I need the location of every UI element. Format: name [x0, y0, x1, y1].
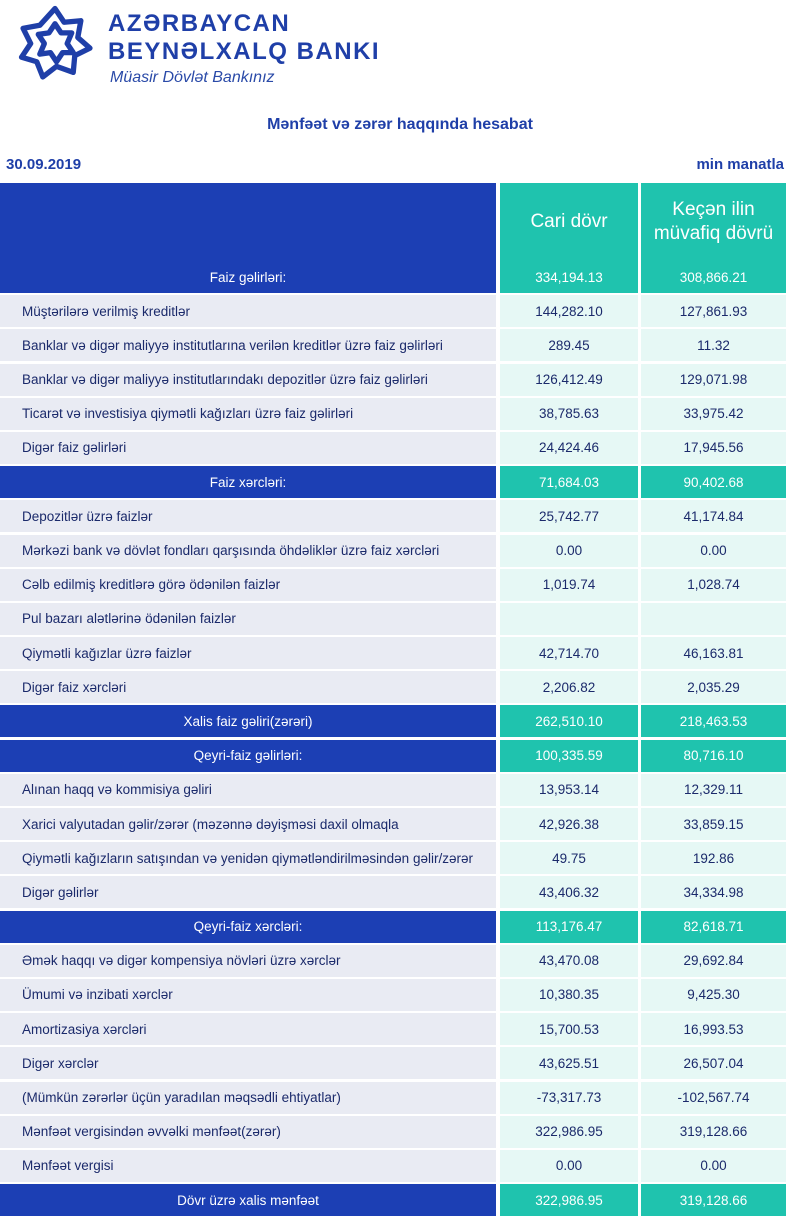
table-row: [0, 671, 786, 705]
header-current-label: Cari dövr: [530, 211, 608, 232]
row-previous-value: 319,128.66: [641, 1184, 786, 1216]
row-current-value: 25,742.77: [500, 500, 638, 532]
row-previous-value: 80,716.10: [641, 740, 786, 772]
header-current-period: [500, 183, 638, 261]
table-section-row: [0, 911, 786, 945]
row-previous-value: 11.32: [641, 329, 786, 361]
row-label: Mərkəzi bank və dövlət fondları qarşısında öhdəliklər üzrə faiz xərcləri: [0, 535, 496, 567]
row-label: Dövr üzrə xalis mənfəət: [0, 1184, 496, 1216]
row-current-value: 0.00: [500, 1150, 638, 1182]
row-previous-value: 33,859.15: [641, 808, 786, 840]
row-current-value: 126,412.49: [500, 364, 638, 396]
row-current-value: 43,625.51: [500, 1047, 638, 1079]
table-header-row: [0, 183, 786, 261]
row-current-value: 15,700.53: [500, 1013, 638, 1045]
table-row: [0, 945, 786, 979]
row-previous-value: 26,507.04: [641, 1047, 786, 1079]
table-section-row: [0, 466, 786, 500]
table-row: [0, 432, 786, 466]
row-current-value: 322,986.95: [500, 1184, 638, 1216]
row-previous-value: 127,861.93: [641, 295, 786, 327]
row-previous-value: 34,334.98: [641, 876, 786, 908]
row-current-value: 2,206.82: [500, 671, 638, 703]
header-previous-label-line2: müvafiq dövrü: [653, 223, 774, 244]
row-current-value: 289.45: [500, 329, 638, 361]
table-row: [0, 569, 786, 603]
row-label: Faiz gəlirləri:: [0, 261, 496, 293]
row-previous-value: 0.00: [641, 1150, 786, 1182]
table-section-row: [0, 1184, 786, 1218]
row-current-value: 0.00: [500, 535, 638, 567]
row-current-value: 113,176.47: [500, 911, 638, 943]
row-previous-value: 82,618.71: [641, 911, 786, 943]
row-label: Digər gəlirlər: [0, 876, 496, 908]
row-label: Digər faiz xərcləri: [0, 671, 496, 703]
row-previous-value: 192.86: [641, 842, 786, 874]
row-current-value: 322,986.95: [500, 1116, 638, 1148]
row-label: Mənfəət vergisindən əvvəlki mənfəət(zərər): [0, 1116, 496, 1148]
row-label: Xarici valyutadan gəlir/zərər (məzənnə dəyişməsi daxil olmaqla: [0, 808, 496, 840]
row-previous-value: 46,163.81: [641, 637, 786, 669]
row-current-value: 49.75: [500, 842, 638, 874]
bank-name-line2: BEYNƏLXALQ BANKI: [108, 38, 381, 65]
table-row: [0, 1082, 786, 1116]
row-label: Əmək haqqı və digər kompensiya növləri üzrə xərclər: [0, 945, 496, 977]
row-current-value: 42,714.70: [500, 637, 638, 669]
row-current-value: 1,019.74: [500, 569, 638, 601]
row-current-value: 43,406.32: [500, 876, 638, 908]
row-label: Qeyri-faiz gəlirləri:: [0, 740, 496, 772]
table-row: [0, 637, 786, 671]
table-section-row: [0, 740, 786, 774]
row-previous-value: 308,866.21: [641, 261, 786, 293]
report-title: Mənfəət və zərər haqqında hesabat: [267, 116, 533, 133]
row-previous-value: 90,402.68: [641, 466, 786, 498]
row-previous-value: 12,329.11: [641, 774, 786, 806]
row-current-value: 13,953.14: [500, 774, 638, 806]
table-row: [0, 295, 786, 329]
row-label: Digər xərclər: [0, 1047, 496, 1079]
row-current-value: 42,926.38: [500, 808, 638, 840]
row-current-value: 100,335.59: [500, 740, 638, 772]
table-row: [0, 603, 786, 637]
row-previous-value: -102,567.74: [641, 1082, 786, 1114]
row-previous-value: 2,035.29: [641, 671, 786, 703]
star-knot-logo-icon: [16, 4, 94, 80]
table-row: [0, 1047, 786, 1081]
table-row: [0, 1013, 786, 1047]
row-current-value: 24,424.46: [500, 432, 638, 464]
table-row: [0, 842, 786, 876]
row-label: Alınan haqq və kommisiya gəliri: [0, 774, 496, 806]
table-row: [0, 876, 786, 910]
row-current-value: 262,510.10: [500, 705, 638, 737]
table-row: [0, 1116, 786, 1150]
row-current-value: 71,684.03: [500, 466, 638, 498]
row-current-value: 38,785.63: [500, 398, 638, 430]
row-previous-value: 41,174.84: [641, 500, 786, 532]
report-unit: min manatla: [696, 156, 784, 173]
table-section-row: [0, 705, 786, 739]
row-current-value: [500, 603, 638, 635]
table-section-row: [0, 261, 786, 295]
row-label: Banklar və digər maliyyə institutlarına verilən kreditlər üzrə faiz gəlirləri: [0, 329, 496, 361]
row-current-value: 334,194.13: [500, 261, 638, 293]
bank-slogan: Müasir Dövlət Bankınız: [110, 69, 275, 86]
bank-header: [0, 0, 800, 100]
income-statement-table: [0, 183, 786, 1218]
table-row: [0, 774, 786, 808]
row-previous-value: 29,692.84: [641, 945, 786, 977]
row-previous-value: 218,463.53: [641, 705, 786, 737]
row-label: Digər faiz gəlirləri: [0, 432, 496, 464]
row-label: Müştərilərə verilmiş kreditlər: [0, 295, 496, 327]
row-previous-value: [641, 603, 786, 635]
row-label: (Mümkün zərərlər üçün yaradılan məqsədli ehtiyatlar): [0, 1082, 496, 1114]
row-previous-value: 0.00: [641, 535, 786, 567]
row-previous-value: 319,128.66: [641, 1116, 786, 1148]
row-label: Faiz xərcləri:: [0, 466, 496, 498]
row-previous-value: 9,425.30: [641, 979, 786, 1011]
row-current-value: -73,317.73: [500, 1082, 638, 1114]
row-label: Amortizasiya xərcləri: [0, 1013, 496, 1045]
row-label: Xalis faiz gəliri(zərəri): [0, 705, 496, 737]
table-row: [0, 1150, 786, 1184]
row-previous-value: 16,993.53: [641, 1013, 786, 1045]
row-label: Ümumi və inzibati xərclər: [0, 979, 496, 1011]
header-label-cell: [0, 183, 496, 261]
table-row: [0, 808, 786, 842]
row-previous-value: 33,975.42: [641, 398, 786, 430]
table-row: [0, 398, 786, 432]
table-row: [0, 535, 786, 569]
row-label: Pul bazarı alətlərinə ödənilən faizlər: [0, 603, 496, 635]
row-current-value: 144,282.10: [500, 295, 638, 327]
table-row: [0, 364, 786, 398]
row-label: Banklar və digər maliyyə institutlarındakı depozitlər üzrə faiz gəlirləri: [0, 364, 496, 396]
row-label: Cəlb edilmiş kreditlərə görə ödənilən faizlər: [0, 569, 496, 601]
report-date: 30.09.2019: [6, 156, 82, 173]
row-label: Qeyri-faiz xərcləri:: [0, 911, 496, 943]
table-row: [0, 979, 786, 1013]
row-previous-value: 1,028.74: [641, 569, 786, 601]
row-label: Qiymətli kağızlar üzrə faizlər: [0, 637, 496, 669]
row-label: Ticarət və investisiya qiymətli kağızları üzrə faiz gəlirləri: [0, 398, 496, 430]
row-current-value: 43,470.08: [500, 945, 638, 977]
table-row: [0, 500, 786, 534]
row-current-value: 10,380.35: [500, 979, 638, 1011]
row-label: Qiymətli kağızların satışından və yenidən qiymətləndirilməsindən gəlir/zərər: [0, 842, 496, 874]
header-previous-label-line1: Keçən ilin: [672, 199, 755, 220]
row-label: Mənfəət vergisi: [0, 1150, 496, 1182]
row-previous-value: 129,071.98: [641, 364, 786, 396]
table-row: [0, 329, 786, 363]
row-previous-value: 17,945.56: [641, 432, 786, 464]
row-label: Depozitlər üzrə faizlər: [0, 500, 496, 532]
header-previous-period: [641, 183, 786, 261]
bank-name-line1: AZƏRBAYCAN: [108, 10, 291, 37]
